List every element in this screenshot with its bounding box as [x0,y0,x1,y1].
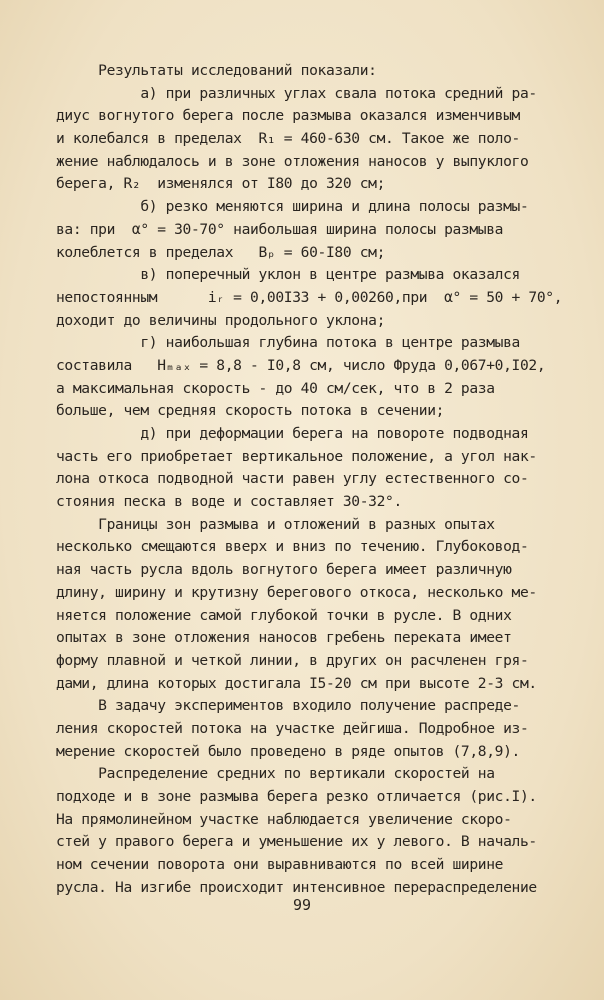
text-line: лона откоса подводной части равен углу естественного со- [56,470,529,488]
text-line: стей у правого берега и уменьшение их у левого. В началь- [56,833,537,851]
text-line: ная часть русла вдоль вогнутого берега имеет различную [56,561,512,579]
text-line: составила Hₘₐₓ = 8,8 - I0,8 см, число Фруда 0,067+0,I02, [56,356,546,374]
text-line: дами, длина которых достигала I5-20 см при высоте 2-3 см. [56,674,537,692]
text-line: колеблется в пределах Bₚ = 60-I80 см; [56,243,386,261]
text-line: Результаты исследований показали: [56,62,377,79]
text-line: мерение скоростей было проведено в ряде опытов (7,8,9). [56,742,520,760]
text-line: и колебался в пределах R₁ = 460-630 см. Такое же поло- [56,130,520,148]
text-line: форму плавной и четкой линии, в других он расчленен гря- [56,651,529,669]
text-line: часть его приобретает вертикальное положение, а угол нак- [56,447,537,465]
text-line: а) при различных углах свала потока средний ра- [56,84,537,102]
text-line: ления скоростей потока на участке дейгиша. Подробное из- [56,719,529,737]
body-text [56,60,563,899]
text-line: в) поперечный уклон в центре размыва оказался [56,266,520,284]
text-line: длину, ширину и крутизну берегового откоса, несколько ме- [56,583,537,601]
text-line: ном сечении поворота они выравниваются по всей ширине [56,856,504,874]
text-line: г) наибольшая глубина потока в центре размыва [56,334,520,352]
text-line: Границы зон размыва и отложений в разных опытах [56,515,495,533]
text-line: жение наблюдалось и в зоне отложения наносов у выпуклого [56,152,529,170]
text-line: русла. На изгибе происходит интенсивное перераспределение [56,878,537,896]
text-line: подходе и в зоне размыва берега резко отличается (рис.I). [56,788,537,805]
text-line: д) при деформации берега на повороте подводная [56,425,529,442]
text-line: б) резко меняются ширина и длина полосы размы- [56,198,529,216]
text-line: а максимальная скорость - до 40 см/сек, что в 2 раза [56,379,495,397]
text-line: непостоянным iᵣ = 0,00I33 + 0,00260,при α° = 50 + 70°, [56,288,563,306]
text-line: На прямолинейном участке наблюдается увеличение скоро- [56,810,512,828]
text-line: ва: при α° = 30-70° наибольшая ширина полосы размыва [56,220,504,238]
text-line: опытах в зоне отложения наносов гребень переката имеет [56,629,512,647]
text-line: берега, R₂ изменялся от I80 до 320 см; [56,175,386,193]
text-line: Распределение средних по вертикали скоростей на [56,765,495,783]
text-line: В задачу экспериментов входило получение распреде- [56,697,520,715]
text-line: несколько смещаются вверх и вниз по течению. Глубоковод- [56,538,529,556]
text-line: диус вогнутого берега после размыва оказался изменчивым [56,107,520,125]
text-line: доходит до величины продольного уклона; [56,311,386,329]
text-line: больше, чем средняя скорость потока в сечении; [56,402,445,420]
text-line: стояния песка в воде и составляет 30-32°. [56,493,402,511]
text-line: няется положение самой глубокой точки в русле. В одних [56,606,512,624]
page-number: 99 [292,896,312,914]
